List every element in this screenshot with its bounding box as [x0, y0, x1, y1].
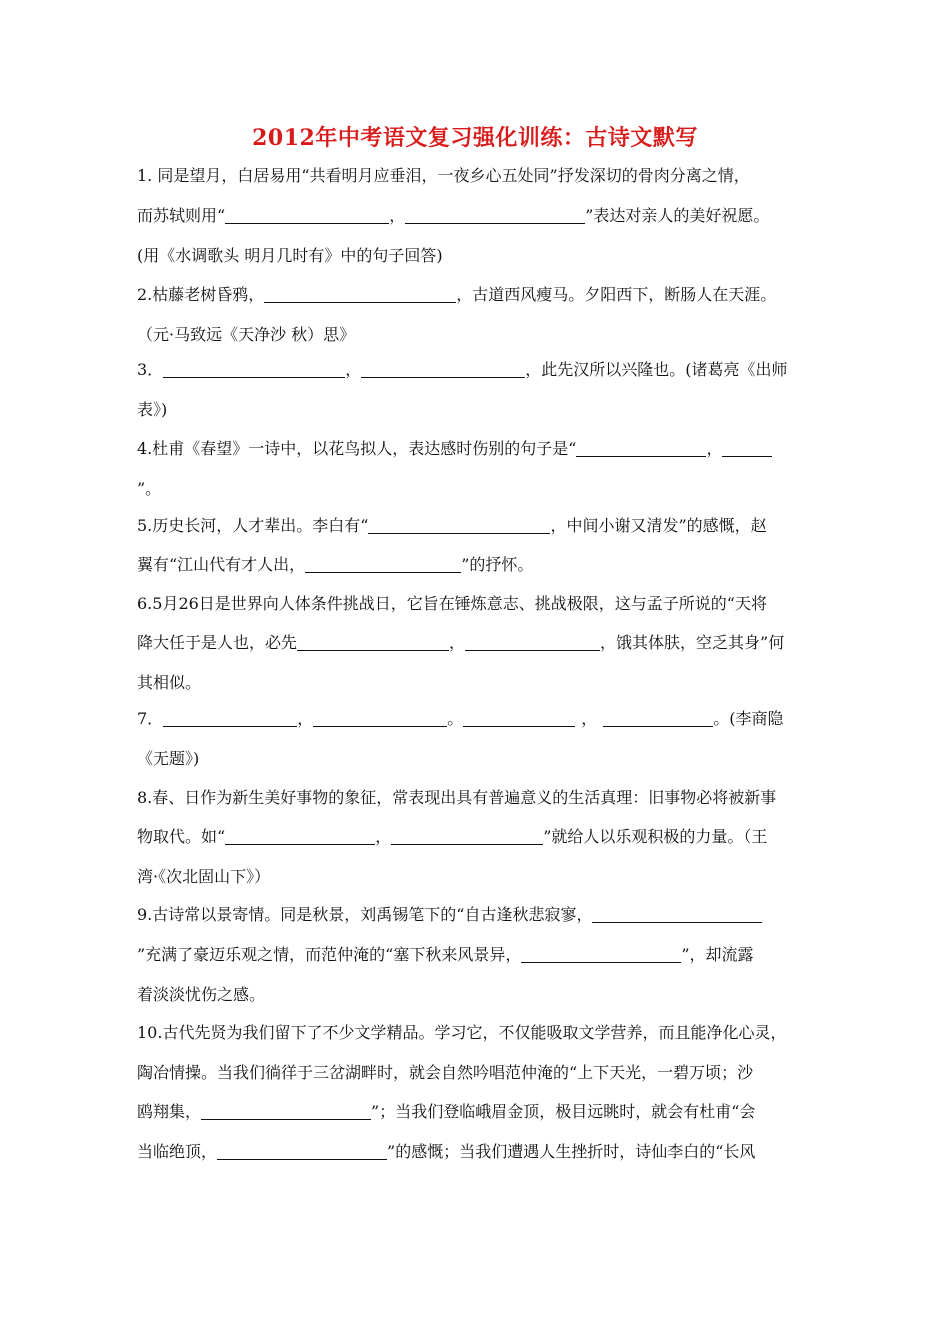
text: 7．	[137, 709, 164, 728]
text: 1. 同是望月，白居易用“共看明月应垂泪，一夜乡心五处同”抒发深切的骨肉分离之情，	[137, 166, 750, 185]
answer-blank[interactable]	[465, 634, 600, 651]
text: 6.5月26日是世界向人体条件挑战日，它旨在锤炼意志、挑战极限，这与孟子所说的“天将	[137, 594, 767, 613]
text: 2.枯藤老树昏鸦，	[137, 285, 265, 304]
text: 鸥翔集，	[137, 1102, 202, 1121]
answer-blank[interactable]	[361, 361, 525, 378]
question-10-line-4	[137, 1141, 755, 1163]
answer-blank[interactable]	[225, 207, 389, 224]
question-2-line-1	[137, 284, 776, 306]
answer-blank[interactable]	[163, 361, 345, 378]
question-10-line-3	[137, 1101, 755, 1123]
question-10-line-1	[137, 1022, 786, 1044]
answer-blank[interactable]	[225, 828, 375, 845]
text: 其相似。	[137, 673, 202, 692]
question-6-line-3	[137, 672, 201, 694]
question-9-line-1	[137, 904, 762, 926]
answer-blank[interactable]	[217, 1143, 387, 1160]
question-6-line-2	[137, 632, 784, 654]
question-7-line-2	[137, 748, 199, 770]
text: ”，却流露	[681, 945, 754, 964]
text: ”的感慨；当我们遭遇人生挫折时，诗仙李白的“长风	[387, 1142, 756, 1161]
text: 着淡淡忧伤之感。	[137, 985, 266, 1004]
text: ，	[297, 709, 314, 728]
text: ，	[581, 709, 598, 728]
question-8-line-1	[137, 787, 776, 809]
answer-blank[interactable]	[391, 828, 543, 845]
text: 9.古诗常以景寄情。同是秋景，刘禹锡笔下的“自古逢秋悲寂寥，	[137, 905, 593, 924]
answer-blank[interactable]	[305, 556, 461, 573]
text: 陶冶情操。当我们徜徉于三岔湖畔时，就会自然吟唱范仲淹的“上下天光，一碧万顷；沙	[137, 1063, 754, 1082]
question-1-line-2	[137, 205, 769, 227]
question-5-line-1	[137, 515, 767, 537]
question-6-line-1	[137, 593, 767, 615]
answer-blank[interactable]	[722, 440, 772, 457]
text: （元·马致远《天净沙 秋）思》	[137, 325, 356, 344]
answer-blank[interactable]	[463, 710, 575, 727]
text: ，中间小谢又清发”的感慨，赵	[550, 516, 767, 535]
question-4-line-1	[137, 438, 772, 460]
answer-blank[interactable]	[368, 517, 550, 534]
text: 4.杜甫《春望》一诗中，以花鸟拟人，表达感时伤别的句子是“	[137, 439, 577, 458]
answer-blank[interactable]	[521, 946, 681, 963]
question-9-line-3	[137, 984, 265, 1006]
answer-blank[interactable]	[576, 440, 706, 457]
answer-blank[interactable]	[163, 710, 297, 727]
question-9-line-2	[137, 944, 754, 966]
text: ”充满了豪迈乐观之情，而范仲淹的“塞下秋来风景异，	[137, 945, 522, 964]
text: 翼有“江山代有才人出，	[137, 555, 306, 574]
text: 。(李商隐	[713, 709, 784, 728]
question-3-line-1	[137, 359, 787, 381]
text: 10.古代先贤为我们留下了不少文学精品。学习它，不仅能吸取文学营养，而且能净化心灵，	[137, 1023, 787, 1042]
text: ，	[389, 206, 406, 225]
text: 湾·《次北固山下》）	[137, 867, 271, 886]
text: ”。	[137, 479, 162, 498]
answer-blank[interactable]	[313, 710, 447, 727]
text: 8.春、日作为新生美好事物的象征，常表现出具有普遍意义的生活真理：旧事物必将被新事	[137, 788, 777, 807]
text: 《无题》)	[137, 749, 200, 768]
question-1-line-1	[137, 165, 750, 187]
text: ，	[345, 360, 362, 379]
answer-blank[interactable]	[264, 286, 456, 303]
answer-blank[interactable]	[297, 634, 449, 651]
text: ”；当我们登临峨眉金顶，极目远眺时，就会有杜甫“会	[371, 1102, 756, 1121]
question-2-note	[137, 324, 355, 346]
text: ”就给人以乐观积极的力量。（王	[543, 827, 768, 846]
text: 而苏轼则用“	[137, 206, 226, 225]
question-1-note	[137, 245, 443, 267]
text: ，饿其体肤，空乏其身”何	[600, 633, 785, 652]
text: 5.历史长河，人才辈出。李白有“	[137, 516, 369, 535]
text: 3．	[137, 360, 164, 379]
answer-blank[interactable]	[592, 906, 762, 923]
question-10-line-2	[137, 1062, 753, 1084]
text: 表》)	[137, 400, 168, 419]
text: ”的抒怀。	[461, 555, 534, 574]
page-title: 2012年中考语文复习强化训练：古诗文默写	[252, 125, 698, 151]
text: ，	[706, 439, 723, 458]
text: ”表达对亲人的美好祝愿。	[585, 206, 770, 225]
question-8-line-2	[137, 826, 767, 848]
question-8-line-3	[137, 866, 270, 888]
question-3-line-2	[137, 399, 167, 421]
question-4-line-2	[137, 478, 161, 500]
answer-blank[interactable]	[201, 1103, 371, 1120]
text: ，此先汉所以兴隆也。(诸葛亮《出师	[525, 360, 788, 379]
text: 当临绝顶，	[137, 1142, 218, 1161]
question-5-line-2	[137, 554, 533, 576]
answer-blank[interactable]	[603, 710, 713, 727]
text: ，古道西风瘦马。夕阳西下，断肠人在天涯。	[456, 285, 777, 304]
answer-blank[interactable]	[405, 207, 585, 224]
text: ，	[449, 633, 466, 652]
text: 降大任于是人也，必先	[137, 633, 298, 652]
text: (用《水调歌头 明月几时有》中的句子回答)	[137, 246, 443, 265]
text: 。	[447, 709, 464, 728]
text: 物取代。如“	[137, 827, 226, 846]
question-7-line-1	[137, 708, 783, 730]
text: ，	[375, 827, 392, 846]
